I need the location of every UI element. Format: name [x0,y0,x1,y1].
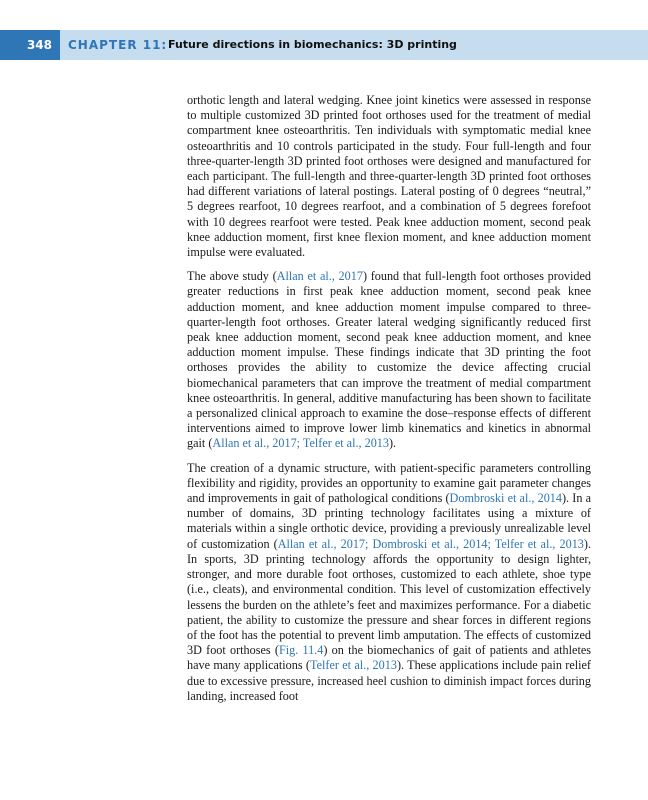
text-run: ). [389,436,397,451]
figure-link[interactable]: Fig. 11.4 [278,643,324,658]
text-run: The above study ( [187,269,277,284]
citation-link[interactable]: Dombroski et al., 2014 [449,491,562,506]
text-run: ) on the biomechanics of gait of patients and athletes have many applications ( [187,643,591,673]
paragraph-2 [187,269,591,451]
text-run: ). These applications include pain relief due to excessive pressure, increased heel cushion to diminish impact forces during landing, increased foot [187,658,591,703]
text-run: orthotic length and lateral wedging. Knee joint kinetics were assessed in response to multiple customized 3D printed foot orthoses used for the treatment of medial compartment knee osteoarthritis. Ten individuals with symptomatic medial knee osteoarthritis and 10 controls participated in the study. Four full-length and four three-quarter-length 3D printed foot orthoses were designed and manufactured for each participant. The full-length and three-quarter-length 3D printed foot orthoses had different variations of lateral postings. Lateral posting of 0 degrees “neutral,” 5 degrees rearfoot, 10 degrees rearfoot, and a combination of 5 degrees forefoot with 10 degrees rearfoot were tested. Peak knee adduction moment, second peak knee adduction moment, first knee flexion moment, and knee adduction moment impulse were evaluated. [187,93,591,260]
chapter-title: Future directions in biomechanics: 3D printing [168,38,457,51]
paragraph-1 [187,93,591,260]
citation-link[interactable]: Telfer et al., 2013 [310,658,397,673]
text-run: ). In a number of domains, 3D printing technology facilitates using a mixture of materials within a single orthotic device, providing a previously unrealizable level of customization ( [187,491,592,551]
citation-link[interactable]: Allan et al., 2017; Dombroski et al., 2014; Telfer et al., 2013 [277,536,584,551]
paragraph-3 [187,461,591,704]
running-header [0,30,648,60]
citation-link[interactable]: Allan et al., 2017; Telfer et al., 2013 [212,436,389,451]
text-run: ) found that full-length foot orthoses provided greater reductions in first peak knee adduction moment, second peak knee adduction moment, and knee adduction moment impulse compared to three-quarter-length foot orthoses. Greater lateral wedging significantly reduced first peak knee adduction moment, second peak knee adduction moment, and knee adduction moment impulse. These findings indicate that 3D printing the foot orthoses provides the ability to customize the device affecting crucial biomechanical parameters that can improve the treatment of medial compartment knee osteoarthritis. In general, additive manufacturing has been shown to facilitate a personalized clinical approach to examine the dose–response effects of different interventions aimed to improve lower limb kinematics and kinetics in abnormal gait ( [187,269,591,451]
chapter-label: CHAPTER 11: [68,38,168,52]
citation-link[interactable]: Allan et al., 2017 [276,269,363,284]
text-run: The creation of a dynamic structure, with patient-specific parameters controlling flexibility and rigidity, provides an opportunity to examine gait parameter changes and improvements in gait of pathological conditions ( [187,460,591,506]
body-text [187,93,591,713]
text-run: ). In sports, 3D printing technology affords the opportunity to design lighter, stronger, and more durable foot orthoses, customized to each athlete, shoe type (i.e., cleats), and environmental condition. This level of customization effectively lessens the burden on the athlete’s feet and maximizes performance. For a diabetic patient, the ability to customize the pressure and shear forces in different regions of the foot has the potential to prevent limb amputation. The effects of customized 3D foot orthoses ( [187,536,591,658]
page-number: 348 [0,30,60,60]
